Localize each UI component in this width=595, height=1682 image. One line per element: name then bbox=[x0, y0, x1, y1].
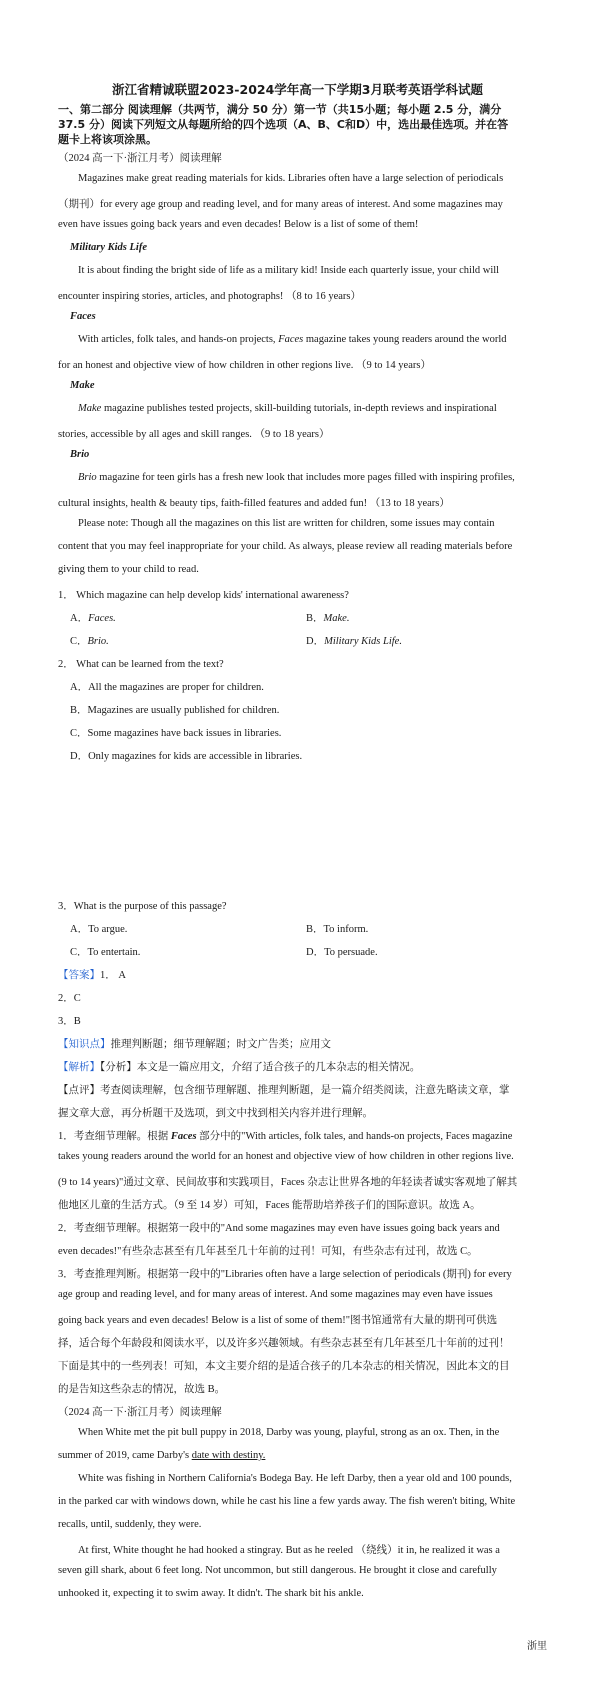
answer-text: 1． A bbox=[100, 970, 126, 981]
passage-line: cultural insights, health & beauty tips, faith-filled features and added fun! （13 to 18 years） bbox=[58, 498, 450, 509]
explanation-line: 3．考查推理判断。根据第一段中的"Libraries often have a large selection of periodicals (期刊) for every bbox=[58, 1269, 512, 1280]
question-stem: 1． Which magazine can help develop kids' international awareness? bbox=[58, 590, 349, 601]
passage-line: White was fishing in Northern California's Bodega Bay. He left Darby, then a year old and 100 pounds, bbox=[78, 1473, 512, 1484]
magazine-title: Brio bbox=[70, 449, 90, 460]
answer-label: 【答案】 bbox=[58, 970, 100, 981]
explanation-line: even decades!"有些杂志甚至有几年甚至几十年前的过刊！可知，有些杂志有过刊，故选 C。 bbox=[58, 1246, 478, 1257]
page-title: 浙江省精诚联盟2023-2024学年高一下学期3月联考英语学科试题 bbox=[112, 82, 483, 97]
option-text: Make. bbox=[323, 613, 350, 624]
text-run: magazine for teen girls has a fresh new look that includes more pages filled with inspiring profiles, bbox=[96, 472, 515, 483]
option-text: Military Kids Life. bbox=[324, 636, 402, 647]
answer-line: 3．B bbox=[58, 1016, 81, 1027]
option-b bbox=[306, 610, 349, 625]
passage-line: even have issues going back years and even decades! Below is a list of some of them! bbox=[58, 219, 419, 230]
passage-line bbox=[78, 403, 497, 414]
passage-line: encounter inspiring stories, articles, and photographs! （8 to 16 years） bbox=[58, 291, 361, 302]
passage-line: in the parked car with windows down, while he cast his line a few yards away. The fish weren't biting, White bbox=[58, 1496, 516, 1507]
knowledge-point bbox=[58, 1036, 331, 1051]
passage-line: When White met the pit bull puppy in 2018, Darby was young, playful, strong as an ox. Then, in the bbox=[78, 1427, 500, 1438]
text-run: With articles, folk tales, and hands-on projects, bbox=[78, 334, 279, 345]
option-text: Brio. bbox=[87, 636, 109, 647]
source-tag: （2024 高一下·浙江月考）阅读理解 bbox=[58, 1407, 222, 1418]
section-heading-line: 一、第二部分 阅读理解（共两节，满分 50 分）第一节（共15小题；每小题 2.5 分，满分 bbox=[58, 103, 502, 116]
option-c: C．To entertain. bbox=[70, 947, 141, 958]
section-heading-line: 题卡上将该项涂黑。 bbox=[58, 133, 157, 146]
comment-line: 【点评】考查阅读理解，包含细节理解题、推理判断题，是一篇介绍类阅读，注意先略读文章，掌 bbox=[58, 1085, 510, 1096]
option-b: B．To inform. bbox=[306, 924, 369, 935]
passage-line: At first, White thought he had hooked a stingray. But as he reeled （绕线）it in, he realized it was a bbox=[78, 1545, 500, 1556]
explanation-line: 下面是其中的一些列表！可知，本文主要介绍的是适合孩子的几本杂志的相关情况，因此本文的目 bbox=[58, 1361, 510, 1372]
passage-line bbox=[58, 1450, 265, 1461]
text-run: summer of 2019, came Darby's bbox=[58, 1450, 192, 1461]
magazine-title: Faces bbox=[70, 311, 96, 322]
analysis-label: 【解析】 bbox=[58, 1062, 100, 1073]
passage-line: unhooked it, expecting it to swim away. It didn't. The shark bit his ankle. bbox=[58, 1588, 364, 1599]
option-c: C．Some magazines have back issues in libraries. bbox=[70, 728, 282, 739]
passage-line: for an honest and objective view of how children in other regions live. （9 to 14 years） bbox=[58, 360, 431, 371]
explanation-line: going back years and even decades! Below is a list of some of them!"图书馆通常有大量的期刊可供选 bbox=[58, 1315, 498, 1326]
option-letter: D． bbox=[306, 636, 325, 647]
explanation-line bbox=[58, 1128, 512, 1143]
text-run: Faces bbox=[278, 334, 304, 345]
knowledge-text: 推理判断题；细节理解题；时文广告类；应用文 bbox=[110, 1039, 331, 1050]
explanation-line: (9 to 14 years)"通过文章、民间故事和实践项目，Faces 杂志让世界各地的年轻读者诚实客观地了解其 bbox=[58, 1177, 518, 1188]
source-tag: （2024 高一下·浙江月考）阅读理解 bbox=[58, 153, 222, 164]
text-run: Make bbox=[78, 403, 102, 414]
option-d bbox=[306, 633, 402, 648]
passage-line: It is about finding the bright side of life as a military kid! Inside each quarterly issue, your child will bbox=[78, 265, 500, 276]
passage-line: Please note: Though all the magazines on this list are written for children, some issues may contain bbox=[78, 518, 495, 529]
text-run: 部分中的"With articles, folk tales, and hands-on projects, Faces magazine bbox=[196, 1131, 513, 1142]
passage-line bbox=[78, 472, 515, 483]
option-letter: C． bbox=[70, 636, 88, 647]
comment-line: 握文章大意，再分析题干及选项，到文中找到相关内容并进行理解。 bbox=[58, 1108, 373, 1119]
option-text: Faces. bbox=[88, 613, 116, 624]
passage-line: giving them to your child to read. bbox=[58, 564, 199, 575]
passage-line: stories, accessible by all ages and skill ranges. （9 to 18 years） bbox=[58, 429, 330, 440]
explanation-line: takes young readers around the world for an honest and objective view of how children in other regions live. bbox=[58, 1151, 514, 1162]
option-d: D．Only magazines for kids are accessible in libraries. bbox=[70, 751, 303, 762]
option-c bbox=[70, 633, 109, 648]
option-a bbox=[70, 610, 116, 625]
magazine-title: Make bbox=[70, 380, 95, 391]
page-footer: 浙里 bbox=[527, 1641, 547, 1652]
passage-line bbox=[78, 334, 506, 345]
text-run: magazine takes young readers around the world bbox=[303, 334, 507, 345]
option-a: A．All the magazines are proper for children. bbox=[70, 682, 264, 693]
text-run: Faces bbox=[170, 1131, 197, 1142]
question-stem: 2． What can be learned from the text? bbox=[58, 659, 224, 670]
passage-line: Magazines make great reading materials for kids. Libraries often have a large selection of periodicals bbox=[78, 173, 504, 184]
explanation-line: 择，适合每个年龄段和阅读水平，以及许多兴趣领域。有些杂志甚至有几年甚至几十年前的过刊！ bbox=[58, 1338, 510, 1349]
section-heading-line: 37.5 分）阅读下列短文从每题所给的四个选项（A、B、C和D）中，选出最佳选项。并在答 bbox=[58, 118, 509, 131]
passage-line: （期刊）for every age group and reading level, and for many areas of interest. And some magazines may bbox=[58, 199, 503, 210]
explanation-line: age group and reading level, and for many areas of interest. And some magazines may even have issues bbox=[58, 1289, 493, 1300]
answer-line: 2．C bbox=[58, 993, 81, 1004]
option-d: D．To persuade. bbox=[306, 947, 378, 958]
passage-line: recalls, until, suddenly, they were. bbox=[58, 1519, 202, 1530]
answer-line bbox=[58, 967, 126, 982]
option-b: B．Magazines are usually published for children. bbox=[70, 705, 280, 716]
option-a: A．To argue. bbox=[70, 924, 128, 935]
explanation-line: 的是告知这些杂志的情况，故选 B。 bbox=[58, 1384, 226, 1395]
knowledge-label: 【知识点】 bbox=[58, 1039, 111, 1050]
question-stem: 3．What is the purpose of this passage? bbox=[58, 901, 227, 912]
underlined-phrase: date with destiny. bbox=[191, 1450, 266, 1461]
explanation-line: 他地区儿童的生活方式。（9 至 14 岁）可知，Faces 能帮助培养孩子们的国际意识。故选 A。 bbox=[58, 1200, 481, 1211]
text-run: magazine publishes tested projects, skill-building tutorials, in-depth reviews and inspirational bbox=[101, 403, 497, 414]
option-letter: B． bbox=[306, 613, 324, 624]
analysis-text: 【分析】本文是一篇应用文，介绍了适合孩子的几本杂志的相关情况。 bbox=[100, 1062, 421, 1073]
analysis bbox=[58, 1059, 420, 1074]
section-heading bbox=[58, 102, 548, 147]
text-run: 1．考查细节理解。根据 bbox=[58, 1131, 171, 1142]
magazine-title: Military Kids Life bbox=[70, 242, 147, 253]
explanation-line: 2．考查细节理解。根据第一段中的"And some magazines may even have issues going back years and bbox=[58, 1223, 500, 1234]
text-run: Brio bbox=[78, 472, 97, 483]
passage-line: content that you may feel inappropriate for your child. As always, please review all reading materials before bbox=[58, 541, 513, 552]
passage-line: seven gill shark, about 6 feet long. Not uncommon, but still dangerous. He brought it close and carefully bbox=[58, 1565, 497, 1576]
option-letter: A． bbox=[70, 613, 89, 624]
